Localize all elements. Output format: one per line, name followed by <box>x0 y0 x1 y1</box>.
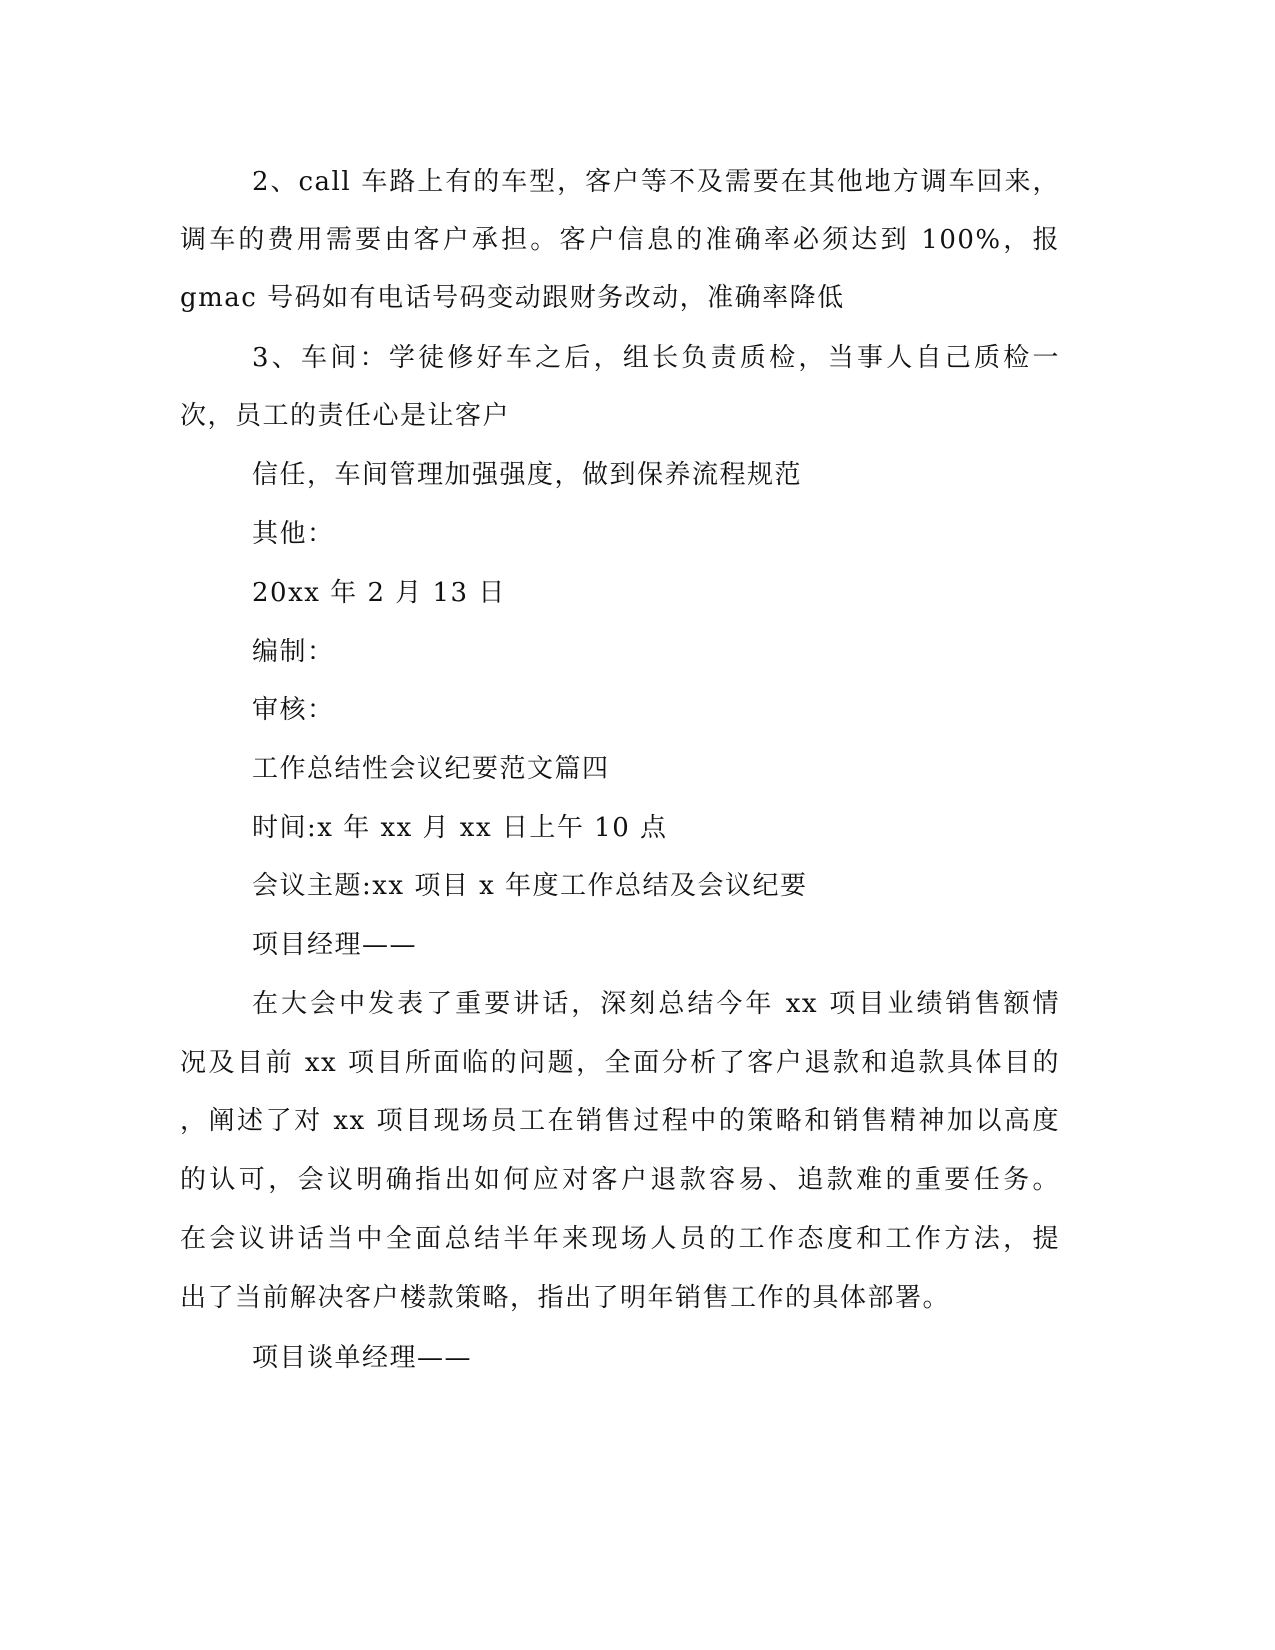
paragraph-line: ，阐述了对 xx 项目现场员工在销售过程中的策略和销售精神加以高度 <box>180 1106 1060 1136</box>
meeting-time: 时间:x 年 xx 月 xx 日上午 10 点 <box>252 813 668 843</box>
paragraph-line: 2、call 车路上有的车型，客户等不及需要在其他地方调车回来， <box>252 167 1060 197</box>
paragraph-line: 在大会中发表了重要讲话，深刻总结今年 xx 项目业绩销售额情 <box>252 989 1060 1019</box>
paragraph-line: 出了当前解决客户楼款策略，指出了明年销售工作的具体部署。 <box>180 1283 951 1313</box>
paragraph-line: 况及目前 xx 项目所面临的问题，全面分析了客户退款和追款具体目的 <box>180 1048 1060 1078</box>
paragraph-line: 次，员工的责任心是让客户 <box>180 401 511 431</box>
paragraph-line: 调车的费用需要由客户承担。客户信息的准确率必须达到 100%，报 <box>180 225 1060 255</box>
paragraph-line: gmac 号码如有电话号码变动跟财务改动，准确率降低 <box>180 283 845 313</box>
paragraph-line: 3、车间：学徒修好车之后，组长负责质检，当事人自己质检一 <box>252 343 1060 373</box>
label-line: 编制： <box>252 637 335 667</box>
paragraph-line: 的认可，会议明确指出如何应对客户退款容易、追款难的重要任务。 <box>180 1165 1060 1195</box>
label-line: 审核： <box>252 695 335 725</box>
label-line: 其他： <box>252 519 335 549</box>
paragraph-line: 信任，车间管理加强强度，做到保养流程规范 <box>252 460 803 490</box>
date-line: 20xx 年 2 月 13 日 <box>252 578 506 608</box>
speaker-heading: 项目经理—— <box>252 930 418 960</box>
speaker-heading: 项目谈单经理—— <box>252 1343 473 1373</box>
section-title: 工作总结性会议纪要范文篇四 <box>252 754 610 784</box>
paragraph-line: 在会议讲话当中全面总结半年来现场人员的工作态度和工作方法，提 <box>180 1224 1060 1254</box>
meeting-topic: 会议主题:xx 项目 x 年度工作总结及会议纪要 <box>252 871 808 901</box>
